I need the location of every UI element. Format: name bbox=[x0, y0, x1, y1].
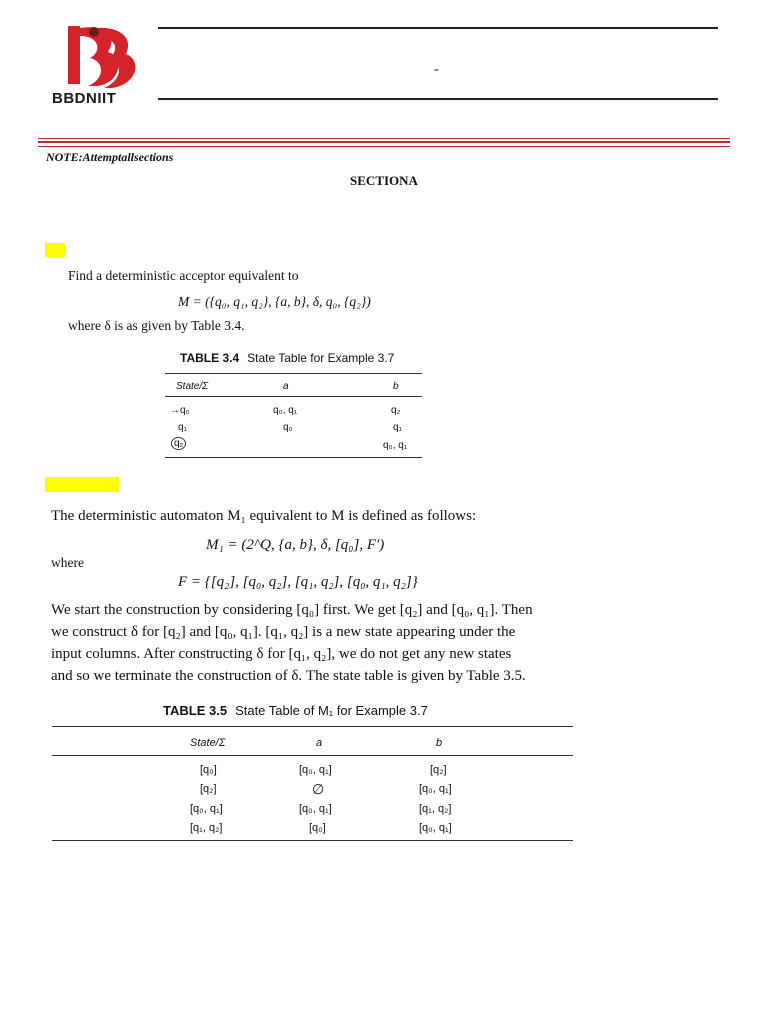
table35-cell: [q₀] bbox=[309, 822, 326, 834]
note-text: NOTE:Attemptallsections bbox=[46, 150, 174, 164]
table35-caption-text: State Table of M₁ for Example 3.7 bbox=[235, 703, 428, 718]
table34-caption-text: State Table for Example 3.7 bbox=[247, 351, 395, 365]
table35-cell: [q₁, q₂] bbox=[190, 822, 223, 834]
table34-cell: q₁ bbox=[393, 422, 402, 433]
table35-cell: [q₀] bbox=[200, 764, 217, 776]
table34-final-state bbox=[171, 437, 186, 450]
table35-cell: [q₀, q₁] bbox=[190, 803, 223, 815]
solution-eq-2: F = {[q₂], [q₀, q₂], [q₁, q₂], [q₀, q₁, q₂]} bbox=[178, 574, 418, 590]
solution-para-2-line-3: input columns. After constructing δ for [q₁, q₂], we do not get any new states bbox=[51, 646, 512, 662]
table34-cell: q₂ bbox=[391, 405, 401, 416]
table34-cell: q₀, q₁ bbox=[273, 405, 298, 416]
question-line-1: Find a deterministic acceptor equivalent to bbox=[68, 268, 299, 283]
table35-rule-mid bbox=[52, 755, 573, 756]
table35-cell: [q₂] bbox=[200, 783, 217, 795]
header-dash: - bbox=[434, 62, 439, 77]
table35-header-b: b bbox=[436, 737, 443, 749]
table35-rule-bottom bbox=[52, 840, 573, 841]
question-line-3: where δ is as given by Table 3.4. bbox=[68, 318, 245, 333]
red-divider-2 bbox=[38, 141, 730, 143]
logo-text: BBDNIIT bbox=[52, 90, 117, 107]
table35-cell: [q₀, q₁] bbox=[299, 764, 332, 776]
solution-para-1: The deterministic automaton M₁ equivalent to M is defined as follows: bbox=[51, 508, 477, 524]
table34-cell: q₂ bbox=[171, 437, 186, 450]
header-top-rule bbox=[158, 27, 718, 29]
table35-header-a: a bbox=[316, 737, 323, 749]
table34-cell: →q₀ bbox=[170, 405, 190, 416]
table34-label: TABLE 3.4 bbox=[180, 351, 240, 365]
table35-cell: [q₂] bbox=[430, 764, 447, 776]
table35-cell: [q₀, q₁] bbox=[419, 822, 452, 834]
question-line-2: M = ({q₀, q₁, q₂}, {a, b}, δ, q₀, {q₂}) bbox=[178, 294, 371, 309]
table34-cell: q₀ bbox=[283, 422, 293, 433]
red-divider-3 bbox=[38, 146, 730, 147]
question-marker bbox=[45, 243, 65, 257]
solution-marker bbox=[45, 477, 119, 492]
table35-cell: [q₀, q₁] bbox=[299, 803, 332, 815]
table34-cell: q₀, q₁ bbox=[383, 440, 408, 451]
table35-rule-top bbox=[52, 726, 573, 727]
table35-cell: ∅ bbox=[312, 781, 325, 797]
solution-para-2-line-1: We start the construction by considering [q₀] first. We get [q₂] and [q₀, q₁]. Then bbox=[51, 602, 533, 618]
table35-cell: [q₀, q₁] bbox=[419, 783, 452, 795]
table34-header-state: State/Σ bbox=[176, 381, 209, 392]
table34-caption bbox=[180, 351, 394, 365]
section-title: SECTIONA bbox=[350, 173, 418, 188]
table34-rule-bottom bbox=[165, 457, 422, 458]
table34-cell: q₁ bbox=[178, 422, 187, 433]
red-divider-1 bbox=[38, 138, 730, 139]
table35-label: TABLE 3.5 bbox=[163, 703, 228, 718]
table34-rule-mid bbox=[165, 396, 422, 397]
table34-header-a: a bbox=[283, 381, 289, 392]
table34-header-b: b bbox=[393, 381, 399, 392]
table35-header-state: State/Σ bbox=[190, 737, 226, 749]
solution-para-2-line-4: and so we terminate the construction of δ. The state table is given by Table 3.5. bbox=[51, 668, 526, 684]
solution-eq-1: M₁ = (2^Q, {a, b}, δ, [q₀], F′) bbox=[206, 537, 385, 553]
table34-rule-top bbox=[165, 373, 422, 374]
solution-para-2-line-2: we construct δ for [q₂] and [q₀, q₁]. [q₁, q₂] is a new state appearing under the bbox=[51, 624, 516, 640]
solution-where: where bbox=[51, 555, 84, 570]
header-bottom-rule bbox=[158, 98, 718, 100]
table35-cell: [q₁, q₂] bbox=[419, 803, 452, 815]
table35-caption bbox=[163, 703, 428, 718]
